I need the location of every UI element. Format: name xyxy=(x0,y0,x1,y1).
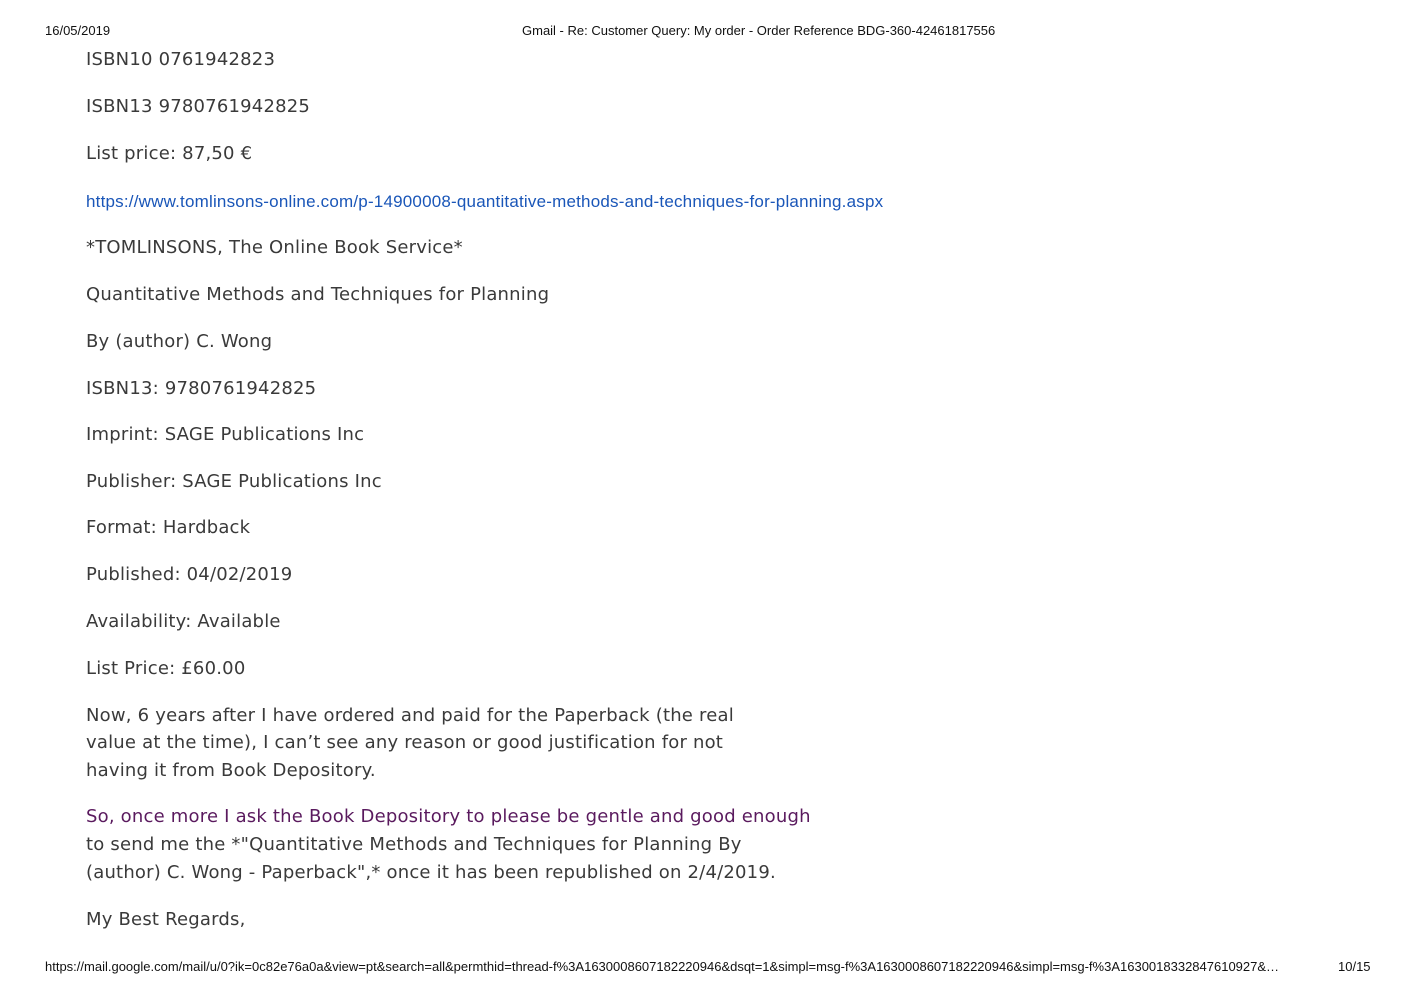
print-date: 16/05/2019 xyxy=(45,23,111,38)
service-line: *TOMLINSONS, The Online Book Service* xyxy=(86,237,463,258)
paragraph-2-line-3: (author) C. Wong - Paperback",* once it has been republished on 2/4/2019. xyxy=(86,862,776,883)
paragraph-1-line-2: value at the time), I can’t see any reason or good justification for not xyxy=(86,732,724,753)
isbn13-line: ISBN13 9780761942825 xyxy=(86,96,311,117)
tomlinsons-product-link[interactable]: https://www.tomlinsons-online.com/p-14900008-quantitative-methods-and-techniques-for-planning.aspx xyxy=(86,192,884,211)
list-price-gbp-line: List Price: £60.00 xyxy=(86,658,246,679)
isbn10-line: ISBN10 0761942823 xyxy=(86,49,276,70)
paragraph-2-line-2: to send me the *"Quantitative Methods and Techniques for Planning By xyxy=(86,834,742,855)
list-price-eur-line: List price: 87,50 € xyxy=(86,143,253,164)
paragraph-2-line-1: So, once more I ask the Book Depository to please be gentle and good enough xyxy=(86,806,811,827)
book-title-line: Quantitative Methods and Techniques for Planning xyxy=(86,284,550,305)
print-url: https://mail.google.com/mail/u/0?ik=0c82e76a0a&view=pt&search=all&permthid=thread-f%3A1630008607182220946&dsqt=1&simpl=msg-f%3A1630008607182220946&simpl=msg-f%3A1630018332847610927&… xyxy=(45,959,1280,974)
paragraph-1-line-3: having it from Book Depository. xyxy=(86,760,376,781)
format-line: Format: Hardback xyxy=(86,517,251,538)
isbn13-detail-line: ISBN13: 9780761942825 xyxy=(86,378,317,399)
author-line: By (author) C. Wong xyxy=(86,331,273,352)
availability-line: Availability: Available xyxy=(86,611,281,632)
paragraph-1-line-1: Now, 6 years after I have ordered and paid for the Paperback (the real xyxy=(86,705,734,726)
regards-line: My Best Regards, xyxy=(86,909,246,930)
publisher-line: Publisher: SAGE Publications Inc xyxy=(86,471,382,492)
print-page-title: Gmail - Re: Customer Query: My order - Order Reference BDG-360-42461817556 xyxy=(522,23,996,38)
imprint-line: Imprint: SAGE Publications Inc xyxy=(86,424,365,445)
published-line: Published: 04/02/2019 xyxy=(86,564,293,585)
page-number: 10/15 xyxy=(1338,959,1371,974)
